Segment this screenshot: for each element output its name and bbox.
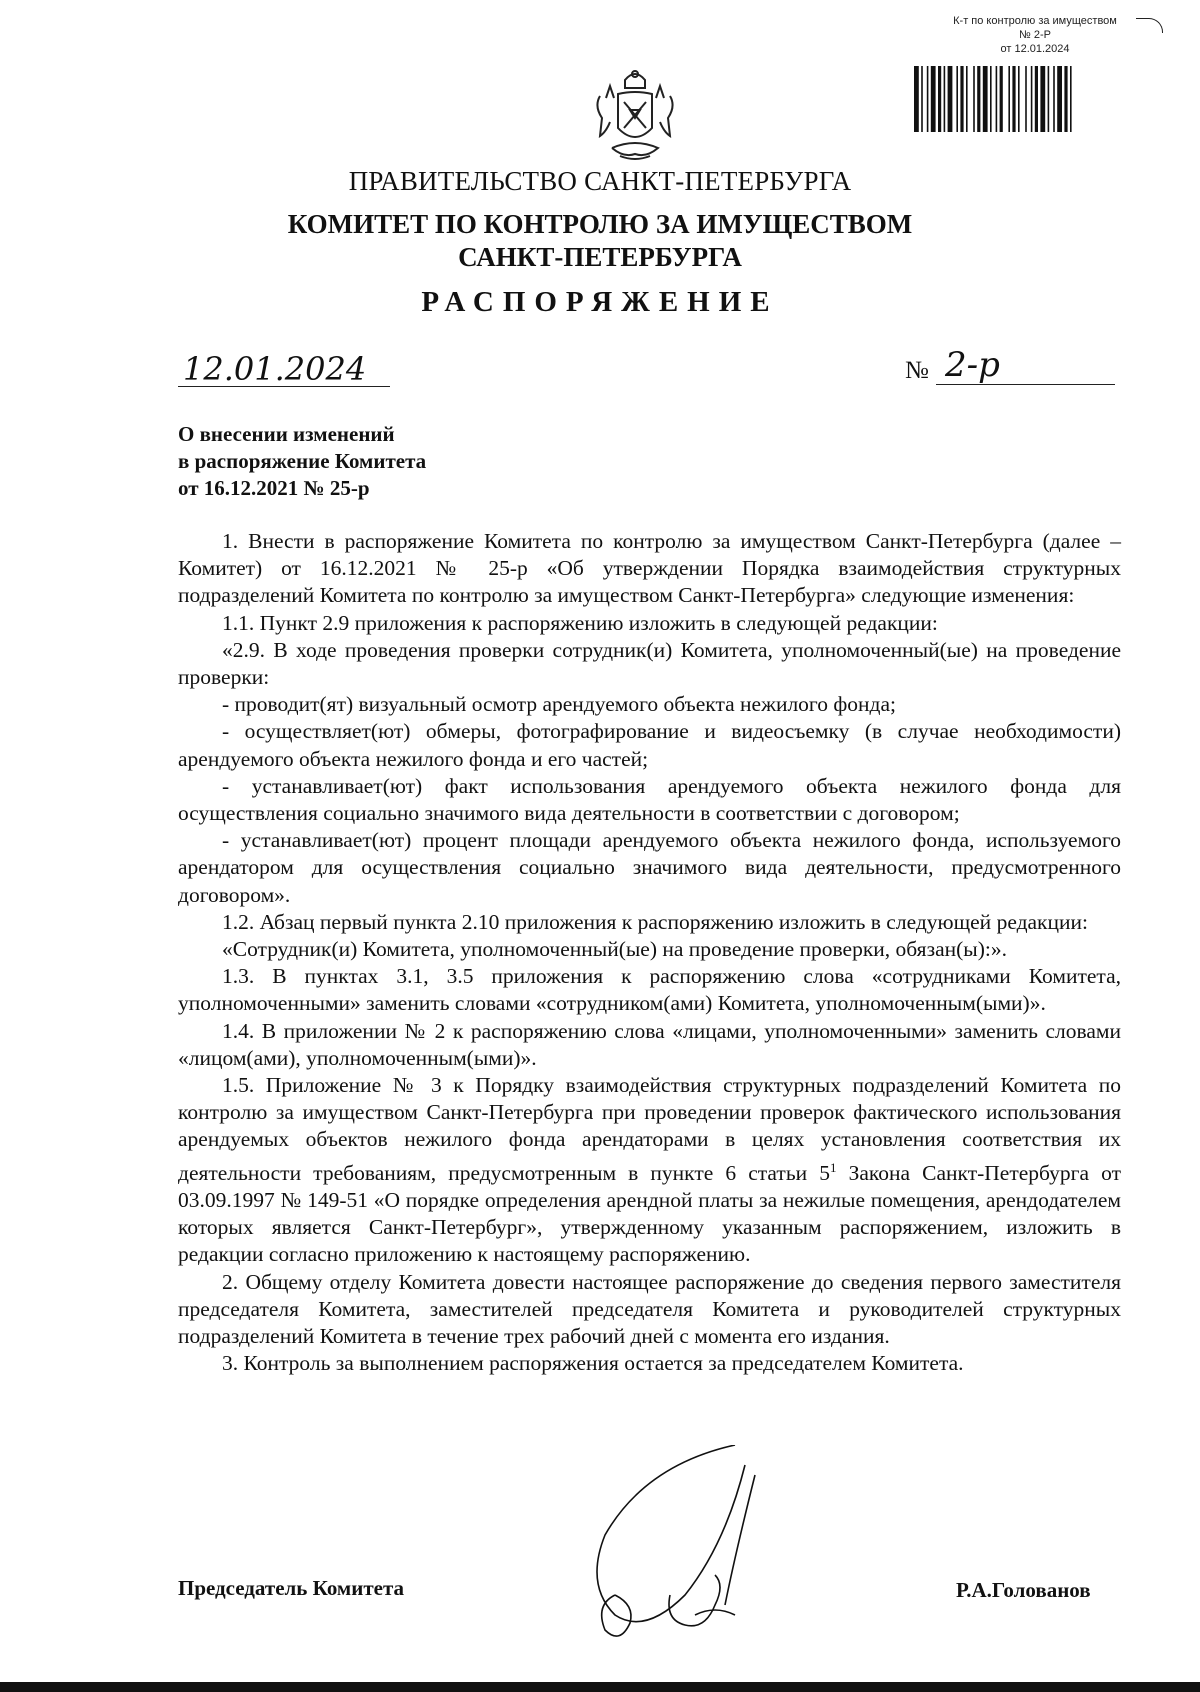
barcode-bar: [983, 66, 988, 132]
superscript-1: 1: [829, 1159, 837, 1175]
scan-border-line: [0, 1682, 1200, 1692]
committee-title: [0, 208, 1200, 274]
signatory-position: Председатель Комитета: [178, 1576, 405, 1600]
paragraph-1-2-quote: «Сотрудник(и) Комитета, уполномоченный(ые) на проведение проверки, обязан(ы):».: [222, 937, 1007, 962]
barcode-bar: [977, 66, 980, 132]
paragraph-2: 2. Общему отделу Комитета довести настоящее распоряжение до сведения первого заместителя председателя Комитета, заместителей председателя Комитета и руководителей структурных подразделений Комитета в течение трех рабочий дней с момента его издания.: [178, 1269, 1121, 1349]
barcode-bar: [931, 66, 936, 132]
barcode-bar: [921, 66, 923, 132]
barcode-bar: [966, 66, 968, 132]
coat-of-arms-icon: [590, 66, 680, 166]
barcode-bar: [1035, 66, 1038, 132]
barcode-bar: [1048, 66, 1050, 132]
paragraph-3: 3. Контроль за выполнением распоряжения остается за председателем Комитета.: [222, 1351, 964, 1376]
signatory-name: Р.А.Голованов: [956, 1578, 1091, 1602]
number-underline: [936, 384, 1115, 385]
barcode: [912, 66, 1142, 132]
paragraph-1: 1. Внести в распоряжение Комитета по контролю за имуществом Санкт-Петербурга (далее – Комитет) от 16.12.2021 № 25-р «Об утверждении Порядка взаимодействия структурных подразделений Комитета по контролю за имуществом Санкт-Петербурга» следующие изменения:: [178, 529, 1121, 608]
document-type: РАСПОРЯЖЕНИЕ: [421, 286, 779, 318]
paragraph-1-2: 1.2. Абзац первый пункта 2.10 приложения к распоряжению изложить в следующей редакции:: [222, 909, 1088, 934]
handwritten-signature-icon: [575, 1445, 805, 1645]
barcode-bar: [1057, 66, 1062, 132]
subject-line-2: в распоряжение Комитета: [178, 449, 427, 473]
committee-title-line-2: САНКТ-ПЕТЕРБУРГА: [458, 242, 742, 272]
document-number: 2-р: [945, 345, 1000, 385]
barcode-bar: [1000, 66, 1003, 132]
paragraph-1-5-part-a: 1.5. Приложение № 3 к Порядку взаимодействия структурных подразделений Комитета по контролю за имуществом Санкт-Петербурга при проведении проверок фактического использования арендуемых объектов нежилого фонда арендаторами в целях установления соответствия их деятельности требованиям, предусмотренным в пункте 6 статьи 5: [178, 1073, 1121, 1185]
barcode-bar: [956, 66, 958, 132]
date-underline: [178, 386, 390, 387]
barcode-bar: [914, 66, 919, 132]
paragraph-1-3: 1.3. В пунктах 3.1, 3.5 приложения к распоряжению слова «сотрудниками Комитета, уполномоченными» заменить словами «сотрудником(ами) Комитета, уполномоченным(ыми)».: [178, 964, 1121, 1016]
paragraph-1-4: 1.4. В приложении № 2 к распоряжению слова «лицами, уполномоченными» заменить словами «лицом(ами), уполномоченным(ыми)».: [178, 1018, 1121, 1070]
barcode-bar: [996, 66, 998, 132]
paragraph-bullet-2: - осуществляет(ют) обмеры, фотографирование и видеосъемку (в случае необходимости) арендуемого объекта нежилого фонда и его частей;: [178, 719, 1121, 771]
paragraph-1-5-part-b: Закона Санкт-Петербурга от 03.09.1997 № 149-51 «О порядке определения арендной платы за нежилые помещения, арендодателем которых является Санкт-Петербург», утвержденному указанным распоряжением, изложить в редакции согласно приложению к настоящему распоряжению.: [178, 1160, 1121, 1267]
barcode-bar: [927, 66, 929, 132]
government-title: ПРАВИТЕЛЬСТВО САНКТ-ПЕТЕРБУРГА: [348, 166, 852, 196]
paragraph-bullet-3: - устанавливает(ют) факт использования арендуемого объекта нежилого фонда для осуществления социально значимого вида деятельности в соответствии с договором;: [178, 773, 1121, 826]
document-subject: [178, 421, 598, 502]
stamp-line-2: № 2-Р: [1019, 29, 1051, 41]
committee-title-line-1: КОМИТЕТ ПО КОНТРОЛЮ ЗА ИМУЩЕСТВОМ: [287, 209, 913, 239]
barcode-bar: [1012, 66, 1015, 132]
paragraph-1-5: [178, 1072, 1121, 1269]
barcode-bar: [944, 66, 946, 132]
barcode-bar: [973, 66, 975, 132]
paragraph-bullet-4: - устанавливает(ют) процент площади арендуемого объекта нежилого фонда, используемого арендатором для осуществления социально значимого вида деятельности, предусмотренного договором».: [178, 828, 1121, 907]
stamp-line-1: К-т по контролю за имуществом: [953, 15, 1117, 27]
number-label: №: [905, 357, 929, 384]
paragraph-2-9-intro: «2.9. В ходе проведения проверки сотрудник(и) Комитета, уполномоченный(ые) на проведение проверки:: [178, 637, 1121, 690]
barcode-bar: [1053, 66, 1055, 132]
document-body: [178, 528, 1121, 1377]
document-date: 12.01.2024: [183, 350, 367, 388]
stamp-line-3: от 12.01.2024: [1000, 43, 1070, 55]
barcode-bar: [1008, 66, 1010, 132]
barcode-bar: [1018, 66, 1020, 132]
barcode-bar: [990, 66, 992, 132]
paragraph-1-1: 1.1. Пункт 2.9 приложения к распоряжению изложить в следующей редакции:: [222, 610, 938, 635]
paragraph-bullet-1: - проводит(ят) визуальный осмотр арендуемого объекта нежилого фонда;: [222, 692, 896, 717]
registration-stamp: [905, 14, 1165, 56]
barcode-bar: [1025, 66, 1027, 132]
barcode-bar: [1070, 66, 1072, 132]
barcode-bar: [948, 66, 953, 132]
barcode-bar: [938, 66, 941, 132]
subject-line-1: О внесении изменений: [178, 422, 395, 446]
barcode-bar: [1064, 66, 1067, 132]
barcode-bar: [960, 66, 963, 132]
barcode-bar: [1040, 66, 1045, 132]
barcode-bar: [1031, 66, 1033, 132]
subject-line-3: от 16.12.2021 № 25-р: [178, 476, 370, 500]
